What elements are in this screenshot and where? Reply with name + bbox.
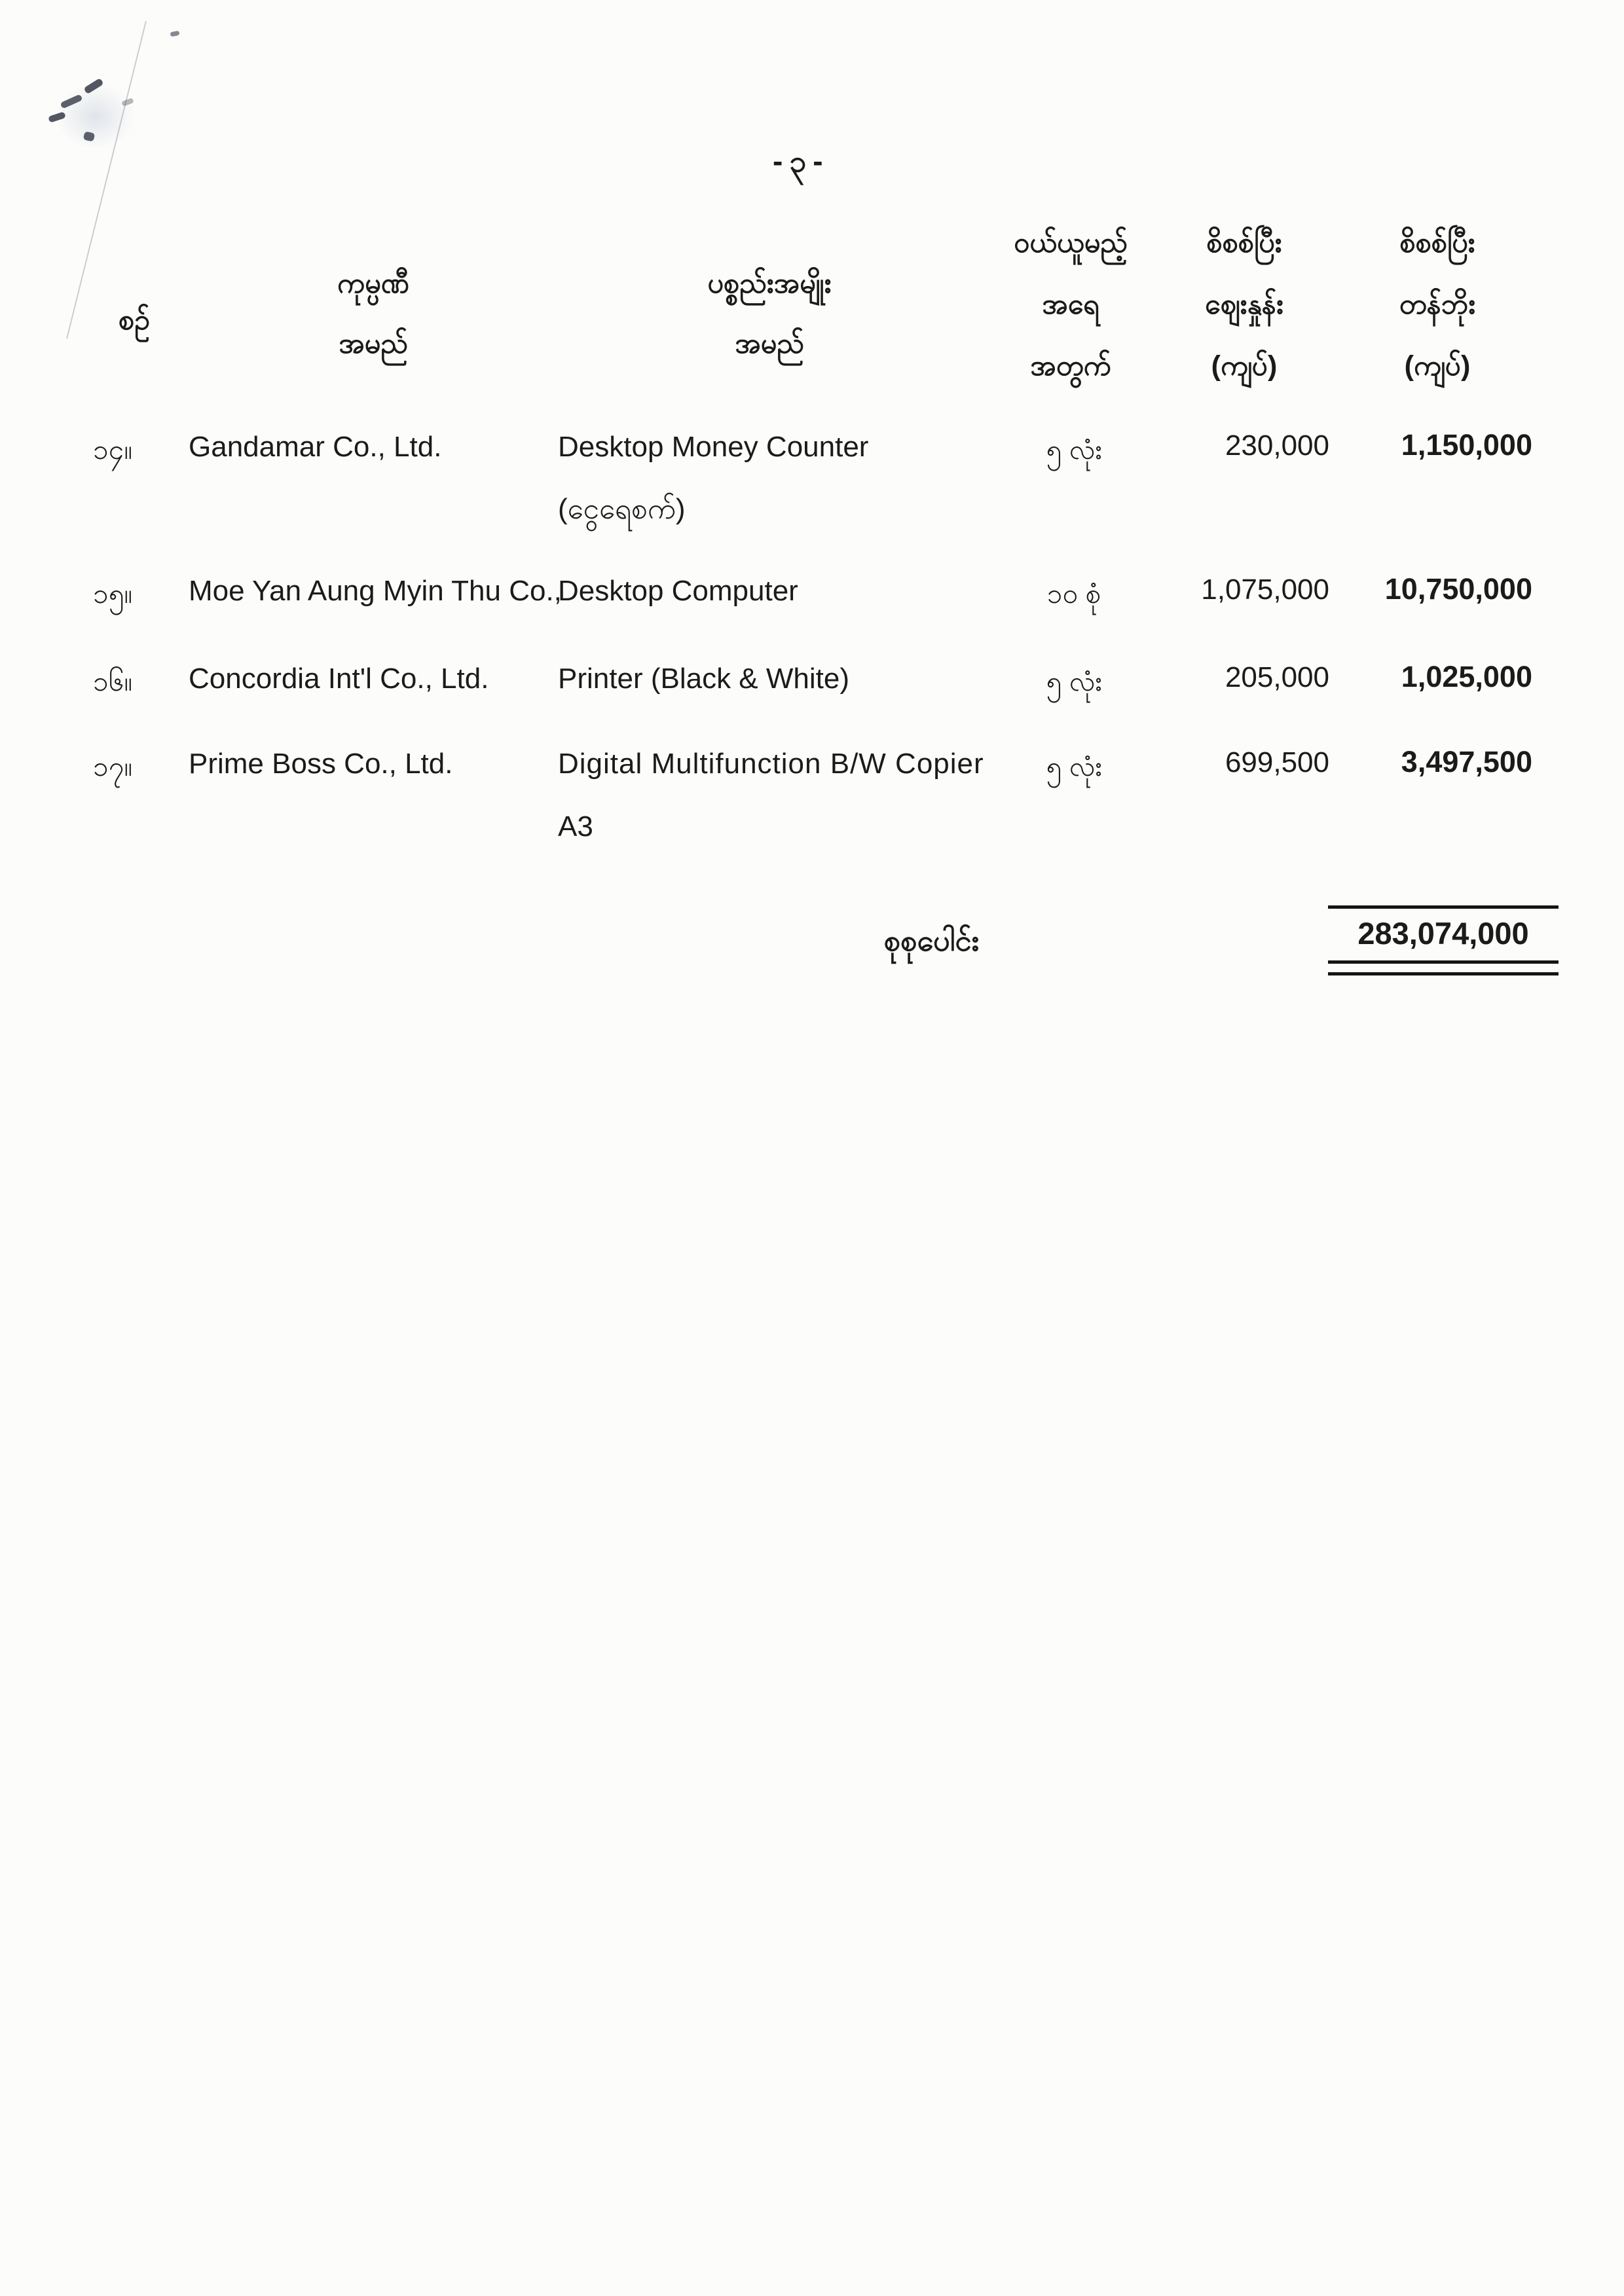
pen-mark-artifact — [170, 31, 179, 37]
quantity: ၅ လုံး — [1046, 751, 1102, 782]
quantity: ၅ လုံး — [1046, 434, 1102, 465]
page-number: -၃- — [773, 144, 830, 178]
total-rule-double — [1328, 960, 1559, 975]
header-value-line1: စိစစ်ပြီး — [1399, 227, 1475, 259]
header-qty-line3: အတွက် — [1030, 350, 1111, 382]
header-item-line2: အမည် — [735, 328, 804, 359]
header-qty-line2: အရေ — [1042, 289, 1099, 320]
total-value: 10,750,000 — [1384, 572, 1532, 606]
company-name: Prime Boss Co., Ltd. — [189, 748, 453, 780]
grand-total-box — [1328, 905, 1559, 975]
total-value: 1,025,000 — [1401, 660, 1532, 693]
row-serial: ၁၅။ — [93, 578, 132, 609]
row-serial: ၁၄။ — [93, 434, 132, 465]
header-company-line1: ကုမ္ပဏီ — [337, 268, 409, 299]
item-name-line2: A3 — [558, 811, 593, 843]
row-serial: ၁၇။ — [93, 751, 132, 782]
item-name: Printer (Black & White) — [558, 663, 849, 695]
grand-total-label: စုစုပေါင်း — [884, 924, 979, 957]
header-company-line2: အမည် — [339, 328, 408, 359]
total-value: 3,497,500 — [1401, 745, 1532, 778]
unit-price: 699,500 — [1225, 746, 1329, 778]
header-value-line3: (ကျပ်) — [1404, 350, 1471, 382]
header-qty-line1: ဝယ်ယူမည့် — [1014, 227, 1128, 259]
row-serial: ၁၆။ — [93, 666, 132, 697]
header-price-line1: စိစစ်ပြီး — [1206, 227, 1282, 259]
header-serial: စဉ် — [118, 304, 151, 336]
ink-smudge-artifact — [56, 84, 135, 149]
company-name: Gandamar Co., Ltd. — [189, 431, 442, 463]
unit-price: 230,000 — [1225, 429, 1329, 462]
scratch-line-artifact — [66, 21, 147, 339]
item-name-line2: (ငွေရေစက်) — [558, 493, 686, 525]
quantity: ၁၀ စုံ — [1046, 578, 1101, 609]
item-name: Desktop Computer — [558, 575, 798, 607]
item-name: Desktop Money Counter — [558, 431, 869, 463]
company-name: Concordia Int'l Co., Ltd. — [189, 663, 489, 695]
grand-total-value: 283,074,000 — [1357, 916, 1529, 951]
item-name: Digital Multifunction B/W Copier — [558, 748, 984, 780]
header-price-line2: ဈေးနှုန်း — [1205, 289, 1283, 320]
header-item-line1: ပစ္စည်းအမျိုး — [707, 268, 832, 299]
header-price-line3: (ကျပ်) — [1211, 350, 1278, 382]
unit-price: 1,075,000 — [1201, 574, 1329, 606]
company-name: Moe Yan Aung Myin Thu Co., — [189, 575, 562, 607]
total-value: 1,150,000 — [1401, 428, 1532, 462]
header-value-line2: တန်ဘိုး — [1399, 289, 1476, 320]
unit-price: 205,000 — [1225, 661, 1329, 693]
quantity: ၅ လုံး — [1046, 666, 1102, 697]
